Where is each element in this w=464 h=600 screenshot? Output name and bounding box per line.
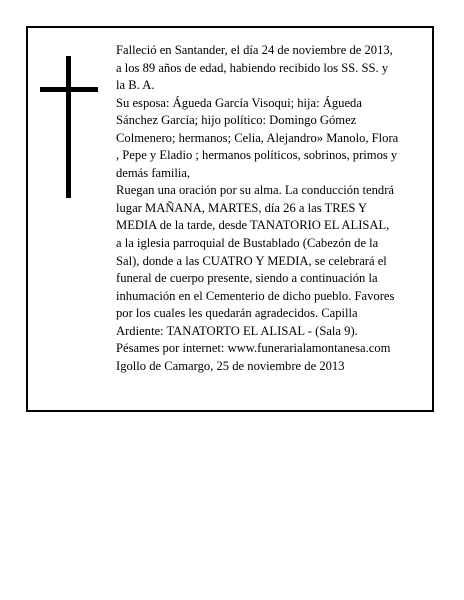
notice-line: MEDIA de la tarde, desde TANATORIO EL ALISAL, [116,218,390,233]
notice-line: la B. A. [116,78,155,93]
notice-line: Su esposa: Águeda García Visoqui; hija: Águeda [116,95,362,110]
cross-icon [40,56,98,198]
notice-line: Pésames por internet: www.funerarialamontanesa.com [116,341,391,356]
cross-horizontal-bar [40,87,98,92]
notice-line: a los 89 años de edad, habiendo recibido los SS. SS. y [116,60,389,75]
notice-line: Colmenero; hermanos; Celia, Alejandro» Manolo, Flora [116,130,399,145]
obituary-notice [26,26,434,412]
notice-text [116,42,424,375]
notice-line: a la iglesia parroquial de Bustablado (Cabezón de la [116,236,379,251]
notice-line: , Pepe y Eladio ; hermanos políticos, sobrinos, primos y [116,148,398,163]
notice-line: inhumación en el Cementerio de dicho pueblo. Favores [116,288,395,303]
notice-line: Ruegan una oración por su alma. La conducción tendrá [116,183,395,198]
notice-line: Sal), donde a las CUATRO Y MEDIA, se celebrará el [116,253,387,268]
notice-line: por los cuales les quedarán agradecidos. Capilla [116,306,358,321]
cross-vertical-bar [66,56,71,198]
notice-line: Ardiente: TANATORTO EL ALISAL - (Sala 9). [116,323,358,338]
notice-line: lugar MAÑANA, MARTES, día 26 a las TRES Y [116,200,368,215]
notice-line: funeral de cuerpo presente, siendo a continuación la [116,271,378,286]
notice-line: Falleció en Santander, el día 24 de noviembre de 2013, [116,43,393,57]
notice-line: Igollo de Camargo, 25 de noviembre de 2013 [116,358,345,373]
notice-line: demás familia, [116,165,191,180]
notice-line: Sánchez García; hijo político: Domingo Gómez [116,113,357,128]
